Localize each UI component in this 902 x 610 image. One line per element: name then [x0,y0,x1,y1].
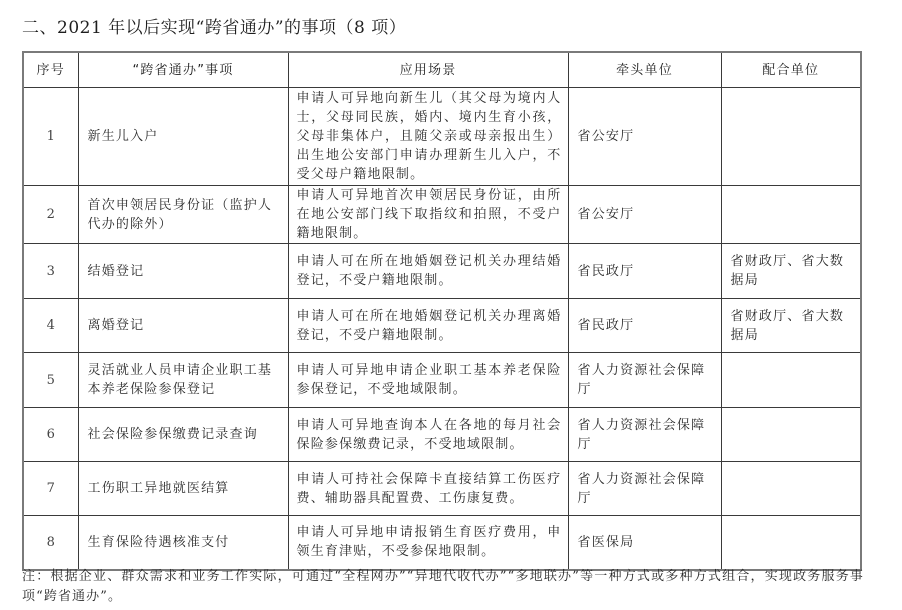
footnote: 注：根据企业、群众需求和业务工作实际，可通过“全程网办”“异地代收代办”“多地联办”等一种方式或多种方式组合，实现政务服务事项“跨省通办”。 [22,569,864,604]
row-index: 8 [23,516,78,570]
row-lead-unit: 省医保局 [568,516,721,570]
row-scenario: 申请人可持社会保障卡直接结算工伤医疗费、辅助器具配置费、工伤康复费。 [288,462,568,516]
row-lead-unit: 省民政厅 [568,299,721,353]
row-scenario: 申请人可在所在地婚姻登记机关办理离婚登记，不受户籍地限制。 [288,299,568,353]
column-header-cooperating-unit: 配合单位 [721,52,861,88]
cross-province-services-table [22,51,862,571]
row-item: 灵活就业人员申请企业职工基本养老保险参保登记 [78,353,288,408]
row-cooperating-unit: 省财政厅、省大数据局 [721,244,861,299]
row-lead-unit: 省人力资源社会保障厅 [568,408,721,462]
row-scenario: 申请人可在所在地婚姻登记机关办理结婚登记，不受户籍地限制。 [288,244,568,299]
row-scenario: 申请人可异地申请企业职工基本养老保险参保登记，不受地域限制。 [288,353,568,408]
row-index: 6 [23,408,78,462]
row-lead-unit: 省公安厅 [568,186,721,244]
row-index: 1 [23,88,78,186]
row-index: 7 [23,462,78,516]
column-header-scenario: 应用场景 [288,52,568,88]
row-item: 工伤职工异地就医结算 [78,462,288,516]
table-row [23,462,861,516]
row-item: 结婚登记 [78,244,288,299]
table-row [23,299,861,353]
row-index: 5 [23,353,78,408]
row-cooperating-unit [721,88,861,186]
row-scenario: 申请人可异地向新生儿（其父母为境内人士，父母同民族，婚内、境内生育小孩，父母非集体户，且随父亲或母亲报出生）出生地公安部门申请办理新生儿入户，不受父母户籍地限制。 [288,88,568,186]
table-row [23,408,861,462]
table-row [23,88,861,186]
section-heading: 二、2021 年以后实现“跨省通办”的事项（8 项） [22,18,407,38]
row-item: 新生儿入户 [78,88,288,186]
row-scenario: 申请人可异地申请报销生育医疗费用，申领生育津贴，不受参保地限制。 [288,516,568,570]
row-item: 离婚登记 [78,299,288,353]
table-row [23,186,861,244]
row-scenario: 申请人可异地查询本人在各地的每月社会保险参保缴费记录，不受地域限制。 [288,408,568,462]
row-item: 生育保险待遇核准支付 [78,516,288,570]
row-cooperating-unit: 省财政厅、省大数据局 [721,299,861,353]
table-row [23,516,861,570]
table-row [23,244,861,299]
row-lead-unit: 省公安厅 [568,88,721,186]
row-index: 3 [23,244,78,299]
row-cooperating-unit [721,462,861,516]
column-header-index: 序号 [23,52,78,88]
row-cooperating-unit [721,353,861,408]
row-cooperating-unit [721,186,861,244]
column-header-item: “跨省通办”事项 [78,52,288,88]
row-lead-unit: 省人力资源社会保障厅 [568,353,721,408]
row-item: 社会保险参保缴费记录查询 [78,408,288,462]
column-header-lead-unit: 牵头单位 [568,52,721,88]
table-row [23,353,861,408]
row-lead-unit: 省民政厅 [568,244,721,299]
table-header-row [23,52,861,88]
row-lead-unit: 省人力资源社会保障厅 [568,462,721,516]
row-index: 4 [23,299,78,353]
row-cooperating-unit [721,516,861,570]
row-index: 2 [23,186,78,244]
row-cooperating-unit [721,408,861,462]
row-scenario: 申请人可异地首次申领居民身份证，由所在地公安部门线下取指纹和拍照，不受户籍地限制。 [288,186,568,244]
row-item: 首次申领居民身份证（监护人代办的除外） [78,186,288,244]
